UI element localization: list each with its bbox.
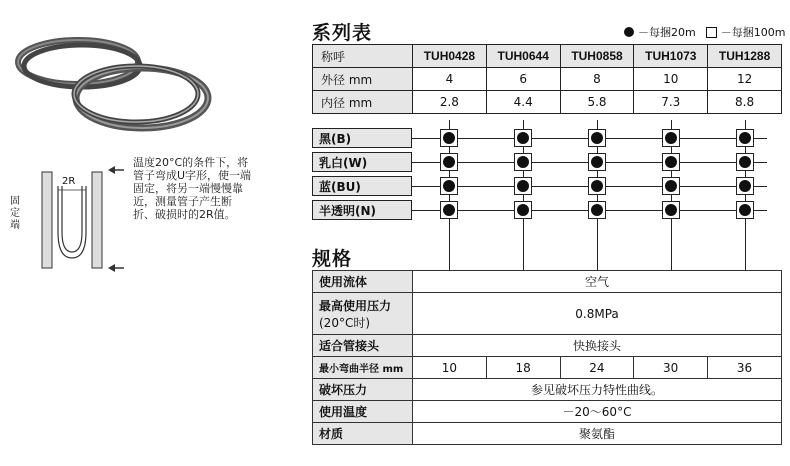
spec-table [312,270,782,445]
row-label-outer: 外径 mm [313,68,413,91]
spec-value: 快换接头 [413,335,782,357]
spec-label: 适合管接头 [313,335,413,357]
availability-mark-icon [662,201,680,219]
bend-radius-label: 2R [62,176,76,187]
dot-icon [739,204,751,216]
dot-icon [443,180,455,192]
table-cell: 6 [486,68,560,91]
availability-mark-icon [588,129,606,147]
availability-mark-icon [514,129,532,147]
dot-icon [665,132,677,144]
spec-value: －20～60°C [413,401,782,423]
availability-mark-icon [736,177,754,195]
series-header-label: 称呼 [313,45,413,68]
table-cell: 8.8 [708,91,782,114]
spec-value: 空气 [413,271,782,293]
spec-label: 破坏压力 [313,379,413,401]
spec-label [313,293,413,335]
availability-mark-icon [440,177,458,195]
table-cell: 7.3 [634,91,708,114]
spec-value: 18 [486,357,560,379]
availability-mark-icon [588,153,606,171]
dot-legend-icon [624,27,634,37]
color-label-white: 乳白(W) [312,152,412,172]
availability-mark-icon [736,129,754,147]
spec-label: 最小弯曲半径 mm [313,357,413,379]
spec-label: 使用温度 [313,401,413,423]
series-title: 系列表 [312,22,373,44]
spec-value: 30 [634,357,708,379]
availability-mark-icon [588,201,606,219]
availability-mark-icon [514,177,532,195]
dot-icon [591,204,603,216]
spec-label-line: (20°C时) [319,315,371,330]
dot-icon [739,156,751,168]
spec-label-line: 最高使用压力 [319,298,392,313]
dot-icon [443,204,455,216]
availability-mark-icon [440,201,458,219]
model-name: TUH0644 [486,45,560,68]
tube-coil-icon [8,20,213,140]
availability-mark-icon [588,177,606,195]
model-name: TUH0428 [413,45,487,68]
spec-value: 24 [560,357,634,379]
table-cell: 5.8 [560,91,634,114]
table-cell: 4.4 [486,91,560,114]
dot-icon [591,156,603,168]
table-cell: 10 [634,68,708,91]
color-label-clear: 半透明(N) [312,200,412,220]
spec-title: 规格 [312,248,353,270]
dot-icon [665,180,677,192]
table-cell: 12 [708,68,782,91]
legend-square-label: －每捆100m [720,26,786,39]
availability-mark-icon [662,177,680,195]
color-label-black: 黑(B) [312,128,412,148]
availability-mark-icon [736,153,754,171]
availability-mark-icon [440,129,458,147]
dot-icon [517,156,529,168]
model-name: TUH1288 [708,45,782,68]
dot-icon [591,180,603,192]
availability-mark-icon [514,153,532,171]
availability-mark-icon [662,129,680,147]
dot-icon [517,132,529,144]
dot-icon [443,156,455,168]
dot-icon [739,132,751,144]
row-label-inner: 内径 mm [313,91,413,114]
spec-value: 10 [413,357,487,379]
model-name: TUH0858 [560,45,634,68]
dot-icon [591,132,603,144]
dot-icon [517,204,529,216]
availability-mark-icon [662,153,680,171]
dot-icon [443,132,455,144]
dot-icon [739,180,751,192]
square-legend-icon [706,27,717,38]
legend [624,24,785,40]
color-label-blue: 蓝(BU) [312,176,412,196]
dot-icon [517,180,529,192]
dot-icon [665,156,677,168]
series-table [312,44,782,114]
availability-mark-icon [514,201,532,219]
table-cell: 8 [560,68,634,91]
spec-label: 使用流体 [313,271,413,293]
fixed-end-label: 固定端 [10,196,20,231]
bend-note-text: 温度20°C的条件下，将管子弯成U字形，使一端固定，将另一端慢慢靠近，测量管子产生断折、破损时的2R值。 [133,156,252,221]
spec-value: 聚氨酯 [413,423,782,445]
spec-value: 36 [708,357,782,379]
table-cell: 2.8 [413,91,487,114]
spec-value: 0.8MPa [413,293,782,335]
availability-mark-icon [440,153,458,171]
table-cell: 4 [413,68,487,91]
model-name: TUH1073 [634,45,708,68]
legend-dot-label: －每捆20m [638,26,696,39]
spec-value: 参见破坏压力特性曲线。 [413,379,782,401]
spec-label: 材质 [313,423,413,445]
dot-icon [665,204,677,216]
availability-mark-icon [736,201,754,219]
